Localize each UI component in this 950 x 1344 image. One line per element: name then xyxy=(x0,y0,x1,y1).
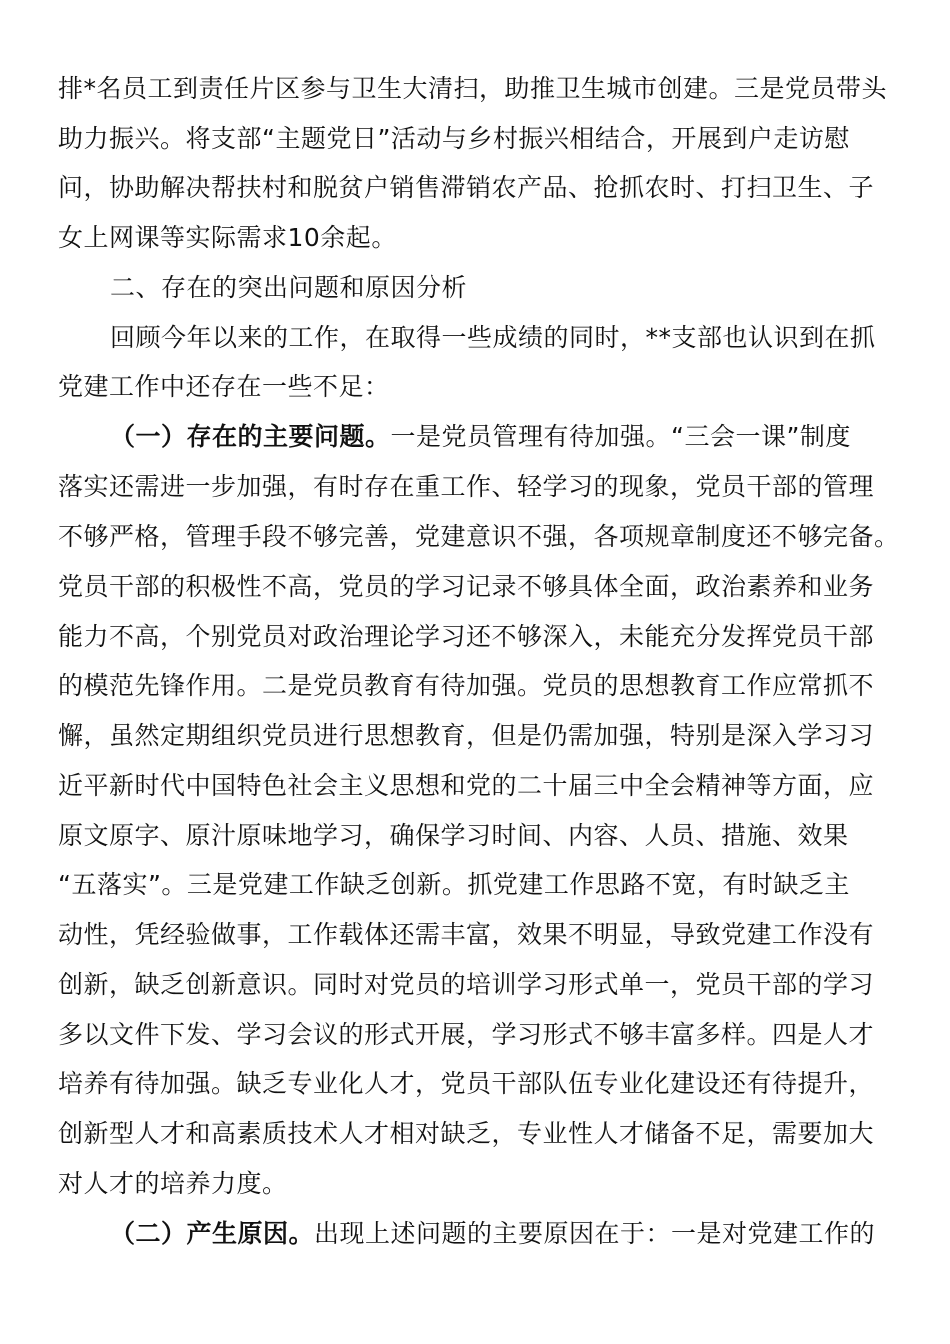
paragraph-line: 培养有待加强。缺乏专业化人才，党员干部队伍专业化建设还有待提升， xyxy=(58,1069,875,1098)
paragraph-line: 对人才的培养力度。 xyxy=(58,1169,288,1198)
paragraph-line: 党员干部的积极性不高，党员的学习记录不够具体全面，政治素养和业务 xyxy=(58,572,875,601)
paragraph-line: 女上网课等实际需求10余起。 xyxy=(58,223,397,252)
paragraph-line: 不够严格，管理手段不够完善，党建意识不强，各项规章制度还不够完备。 xyxy=(58,522,900,551)
subsection-line xyxy=(110,1214,950,1254)
subsection-text: 一是党员管理有待加强。“三会一课”制度 xyxy=(390,422,851,451)
paragraph-line: 排*名员工到责任片区参与卫生大清扫，助推卫生城市创建。三是党员带头 xyxy=(58,74,888,103)
paragraph-line: “五落实”。三是党建工作缺乏创新。抓党建工作思路不宽，有时缺乏主 xyxy=(58,870,850,899)
subsection-line xyxy=(110,417,950,457)
paragraph-line: 懈，虽然定期组织党员进行思想教育，但是仍需加强，特别是深入学习习 xyxy=(58,721,875,750)
paragraph-line: 落实还需进一步加强，有时存在重工作、轻学习的现象，党员干部的管理 xyxy=(58,472,875,501)
paragraph-line: 党建工作中还存在一些不足： xyxy=(58,372,390,401)
subsection-text: 出现上述问题的主要原因在于：一是对党建工作的 xyxy=(314,1219,876,1248)
subsection-heading: （二）产生原因。 xyxy=(110,1219,315,1248)
paragraph-line: 能力不高，个别党员对政治理论学习还不够深入，未能充分发挥党员干部 xyxy=(58,622,875,651)
paragraph-line: 问，协助解决帮扶村和脱贫户销售滞销农产品、抢抓农时、打扫卫生、子 xyxy=(58,173,875,202)
paragraph-line: 原文原字、原汁原味地学习，确保学习时间、内容、人员、措施、效果 xyxy=(58,821,849,850)
paragraph-line: 多以文件下发、学习会议的形式开展，学习形式不够丰富多样。四是人才 xyxy=(58,1020,875,1049)
paragraph-line: 创新型人才和高素质技术人才相对缺乏，专业性人才储备不足，需要加大 xyxy=(58,1119,875,1148)
paragraph-line: 助力振兴。将支部“主题党日”活动与乡村振兴相结合，开展到户走访慰 xyxy=(58,124,850,153)
paragraph-line: 近平新时代中国特色社会主义思想和党的二十届三中全会精神等方面，应 xyxy=(58,771,875,800)
paragraph-line: 回顾今年以来的工作，在取得一些成绩的同时，**支部也认识到在抓 xyxy=(110,323,876,352)
paragraph-line: 创新，缺乏创新意识。同时对党员的培训学习形式单一，党员干部的学习 xyxy=(58,970,875,999)
paragraph-line: 的模范先锋作用。二是党员教育有待加强。党员的思想教育工作应常抓不 xyxy=(58,671,875,700)
subsection-heading: （一）存在的主要问题。 xyxy=(110,422,391,451)
paragraph-line: 动性，凭经验做事，工作载体还需丰富，效果不明显，导致党建工作没有 xyxy=(58,920,875,949)
section-heading: 二、存在的突出问题和原因分析 xyxy=(110,273,468,302)
